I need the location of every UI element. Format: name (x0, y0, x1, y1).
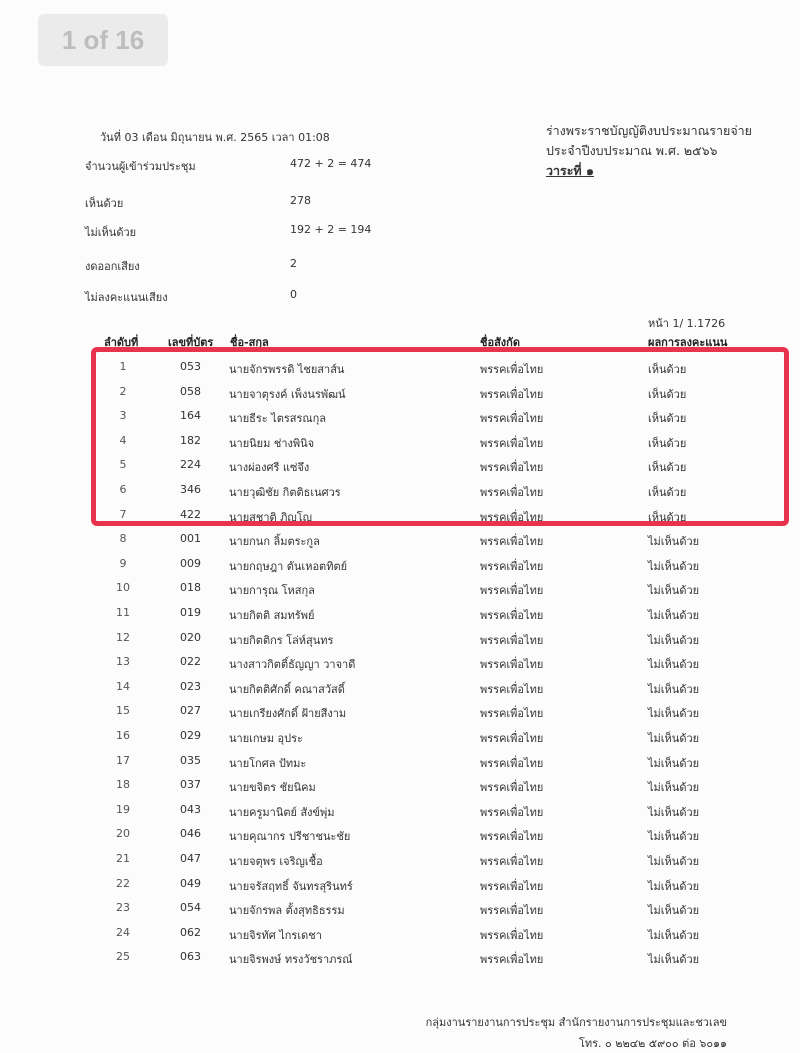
column-header-no: ลำดับที่ (104, 336, 139, 349)
row-number: 12 (116, 630, 130, 644)
member-name: นายการุณ โหสกุล (229, 584, 315, 598)
vote-result: เห็นด้วย (648, 412, 687, 426)
table-row (0, 754, 800, 778)
vote-result: เห็นด้วย (648, 363, 687, 376)
card-number: 058 (180, 384, 201, 398)
row-number: 24 (116, 925, 130, 939)
party-name: พรรคเพื่อไทย (480, 412, 544, 426)
card-number: 009 (180, 556, 201, 570)
member-name: นายเกรียงศักดิ์ ฝ้ายสีงาม (229, 707, 347, 721)
footer-office: กลุ่มงานรายงานการประชุม สำนักรายงานการประชุมและชวเลข (425, 1016, 727, 1029)
table-row (0, 729, 800, 753)
row-number: 17 (116, 753, 130, 767)
card-number: 022 (180, 655, 201, 669)
row-number: 7 (119, 507, 127, 521)
row-number: 2 (119, 384, 127, 398)
party-name: พรรคเพื่อไทย (480, 510, 544, 524)
vote-result: ไม่เห็นด้วย (648, 879, 700, 893)
member-name: นายจิรพงษ์ ทรงวัชราภรณ์ (229, 953, 353, 967)
vote-result: ไม่เห็นด้วย (648, 584, 700, 598)
summary-value: 278 (290, 194, 311, 207)
party-name: พรรคเพื่อไทย (480, 363, 544, 376)
party-name: พรรคเพื่อไทย (480, 830, 544, 844)
vote-result: ไม่เห็นด้วย (648, 732, 700, 745)
member-name: นายกนก ลิ้มตระกูล (229, 535, 320, 549)
vote-result: ไม่เห็นด้วย (648, 658, 700, 672)
vote-result: ไม่เห็นด้วย (648, 609, 700, 622)
party-name: พรรคเพื่อไทย (480, 805, 544, 819)
vote-result: ไม่เห็นด้วย (648, 855, 700, 868)
table-row (0, 532, 800, 556)
party-name: พรรคเพื่อไทย (480, 707, 544, 721)
vote-result: เห็นด้วย (648, 436, 687, 450)
table-row (0, 852, 800, 876)
member-name: นายจตุพร เจริญเชื้อ (229, 855, 323, 868)
row-number: 10 (116, 581, 130, 595)
row-number: 6 (119, 483, 127, 496)
table-row (0, 557, 800, 581)
vote-result: เห็นด้วย (648, 387, 687, 401)
row-number: 11 (116, 606, 130, 619)
member-name: นายกิตติศักดิ์ คณาสวัสดิ์ (229, 682, 345, 696)
row-number: 14 (116, 679, 130, 693)
member-name: นายสุชาติ ภิญโญ (229, 510, 313, 524)
summary-label: จำนวนผู้เข้าร่วมประชุม (85, 160, 196, 173)
row-number: 4 (119, 433, 127, 447)
member-name: นายนิยม ช่างพินิจ (229, 436, 315, 450)
party-name: พรรคเพื่อไทย (480, 855, 544, 868)
card-number: 029 (180, 729, 201, 742)
row-number: 16 (116, 729, 130, 742)
member-name: นางสาวกิตติ์ธัญญา วาจาดี (229, 658, 356, 672)
title-line-1: ร่างพระราชบัญญัติงบประมาณรายจ่าย (545, 123, 752, 138)
card-number: 062 (180, 925, 201, 939)
party-name: พรรคเพื่อไทย (480, 584, 544, 598)
row-number: 3 (119, 409, 127, 423)
card-number: 020 (180, 630, 201, 644)
table-row (0, 655, 800, 679)
member-name: นายจาตุรงค์ เพ็งนรพัฒน์ (229, 387, 346, 401)
summary-value: 472 + 2 = 474 (290, 157, 372, 170)
vote-result: ไม่เห็นด้วย (648, 756, 700, 770)
member-name: นายโกศล ปัทมะ (229, 756, 307, 770)
vote-result: ไม่เห็นด้วย (648, 559, 700, 573)
member-name: นายจิรทัศ ไกรเดชา (229, 928, 322, 942)
party-name: พรรคเพื่อไทย (480, 928, 544, 942)
column-header-result: ผลการลงคะแนน (648, 336, 728, 349)
vote-result: ไม่เห็นด้วย (648, 904, 700, 918)
summary-label: เห็นด้วย (85, 197, 124, 210)
row-number: 13 (116, 655, 130, 669)
party-name: พรรคเพื่อไทย (480, 879, 544, 893)
vote-result: เห็นด้วย (648, 486, 687, 499)
table-row (0, 950, 800, 974)
member-name: นายจักรพล ตั้งสุทธิธรรม (229, 904, 345, 918)
member-name: นายวุฒิชัย กิตติธเนศวร (229, 486, 341, 499)
card-number: 018 (180, 581, 201, 595)
card-number: 053 (180, 360, 201, 373)
party-name: พรรคเพื่อไทย (480, 436, 544, 450)
vote-result: ไม่เห็นด้วย (648, 805, 700, 819)
card-number: 049 (180, 876, 201, 890)
party-name: พรรคเพื่อไทย (480, 682, 544, 696)
party-name: พรรคเพื่อไทย (480, 535, 544, 549)
row-number: 9 (119, 556, 127, 570)
party-name: พรรคเพื่อไทย (480, 633, 544, 647)
vote-result: ไม่เห็นด้วย (648, 633, 700, 647)
vote-result: ไม่เห็นด้วย (648, 953, 700, 967)
highlight-box (91, 347, 789, 526)
table-row (0, 827, 800, 851)
column-header-card: เลขที่บัตร (168, 336, 214, 349)
card-number: 422 (180, 507, 201, 521)
card-number: 182 (180, 433, 201, 447)
card-number: 046 (180, 827, 201, 841)
table-row (0, 877, 800, 901)
summary-label: งดออกเสียง (85, 260, 140, 273)
summary-value: 192 + 2 = 194 (290, 223, 372, 236)
table-row (0, 778, 800, 802)
member-name: นายครูมานิตย์ สังข์พุ่ม (229, 805, 335, 819)
member-name: นายคุณากร ปรีชาชนะชัย (229, 830, 351, 844)
party-name: พรรคเพื่อไทย (480, 756, 544, 770)
table-row (0, 581, 800, 605)
vote-result: ไม่เห็นด้วย (648, 928, 700, 942)
column-header-name: ชื่อ-สกุล (230, 336, 269, 349)
title-line-2: ประจำปีงบประมาณ พ.ศ. ๒๕๖๖ (545, 143, 718, 158)
member-name: นายจักรพรรดิ ไชยสาส์น (229, 363, 345, 376)
page-reference: หน้า 1/ 1.1726 (648, 317, 726, 330)
row-number: 25 (116, 950, 130, 964)
summary-value: 2 (290, 257, 297, 270)
document-title (546, 121, 752, 181)
row-number: 1 (119, 360, 127, 373)
vote-result: ไม่เห็นด้วย (648, 830, 700, 844)
card-number: 023 (180, 679, 201, 693)
member-name: นายธีระ ไตรสรณกุล (229, 412, 326, 426)
vote-result: ไม่เห็นด้วย (648, 682, 700, 696)
party-name: พรรคเพื่อไทย (480, 904, 544, 918)
vote-result: เห็นด้วย (648, 510, 687, 524)
row-number: 23 (116, 901, 130, 915)
party-name: พรรคเพื่อไทย (480, 781, 544, 795)
row-number: 19 (116, 802, 130, 816)
member-name: นายจรัสฤทธิ์ จันทรสุรินทร์ (229, 879, 353, 893)
party-name: พรรคเพื่อไทย (480, 387, 544, 401)
row-number: 21 (116, 852, 130, 865)
member-name: นายขจิตร ชัยนิคม (229, 781, 316, 795)
row-number: 15 (116, 704, 130, 718)
card-number: 054 (180, 901, 201, 915)
row-number: 20 (116, 827, 130, 841)
member-name: นายเกษม อุประ (229, 732, 303, 745)
title-line-3: วาระที่ ๑ (545, 163, 594, 178)
vote-result: ไม่เห็นด้วย (648, 535, 700, 549)
party-name: พรรคเพื่อไทย (480, 461, 544, 475)
member-name: นายกิตติ สมทรัพย์ (229, 609, 315, 622)
vote-result: ไม่เห็นด้วย (648, 781, 700, 795)
table-row (0, 631, 800, 655)
card-number: 047 (180, 852, 201, 865)
table-row (0, 926, 800, 950)
card-number: 037 (180, 778, 201, 792)
table-row (0, 901, 800, 925)
page-indicator: 1 of 16 (38, 14, 168, 66)
party-name: พรรคเพื่อไทย (480, 953, 544, 967)
table-row (0, 680, 800, 704)
vote-result: เห็นด้วย (648, 461, 687, 475)
row-number: 5 (119, 458, 127, 472)
card-number: 063 (180, 950, 201, 964)
party-name: พรรคเพื่อไทย (480, 658, 544, 672)
table-row (0, 803, 800, 827)
member-name: นายกฤษฎา ตันเหอตทิตย์ (229, 559, 348, 573)
card-number: 043 (180, 802, 201, 816)
card-number: 224 (180, 458, 201, 472)
column-header-party: ชื่อสังกัด (480, 336, 520, 349)
member-name: นายกิตติกร โล่ห์สุนทร (229, 633, 334, 647)
table-row (0, 704, 800, 728)
table-row (0, 606, 800, 630)
card-number: 001 (180, 532, 201, 546)
vote-result: ไม่เห็นด้วย (648, 707, 700, 721)
footer-phone: โทร. ๐ ๒๒๔๒ ๕๙๐๐ ต่อ ๖๐๑๑ (578, 1037, 727, 1050)
summary-label: ไม่ลงคะแนนเสียง (85, 291, 168, 304)
party-name: พรรคเพื่อไทย (480, 609, 544, 622)
row-number: 22 (116, 876, 130, 890)
card-number: 035 (180, 753, 201, 767)
card-number: 019 (180, 606, 201, 619)
summary-label: ไม่เห็นด้วย (85, 226, 137, 239)
card-number: 164 (180, 409, 201, 423)
row-number: 18 (116, 778, 130, 792)
card-number: 346 (180, 483, 201, 496)
row-number: 8 (119, 532, 127, 546)
member-name: นางผ่องศรี แซ่จึง (229, 461, 310, 475)
card-number: 027 (180, 704, 201, 718)
meeting-datetime: วันที่ 03 เดือน มิถุนายน พ.ศ. 2565 เวลา 01:08 (100, 131, 330, 144)
summary-value: 0 (290, 288, 297, 301)
party-name: พรรคเพื่อไทย (480, 486, 544, 499)
party-name: พรรคเพื่อไทย (480, 732, 544, 745)
party-name: พรรคเพื่อไทย (480, 559, 544, 573)
